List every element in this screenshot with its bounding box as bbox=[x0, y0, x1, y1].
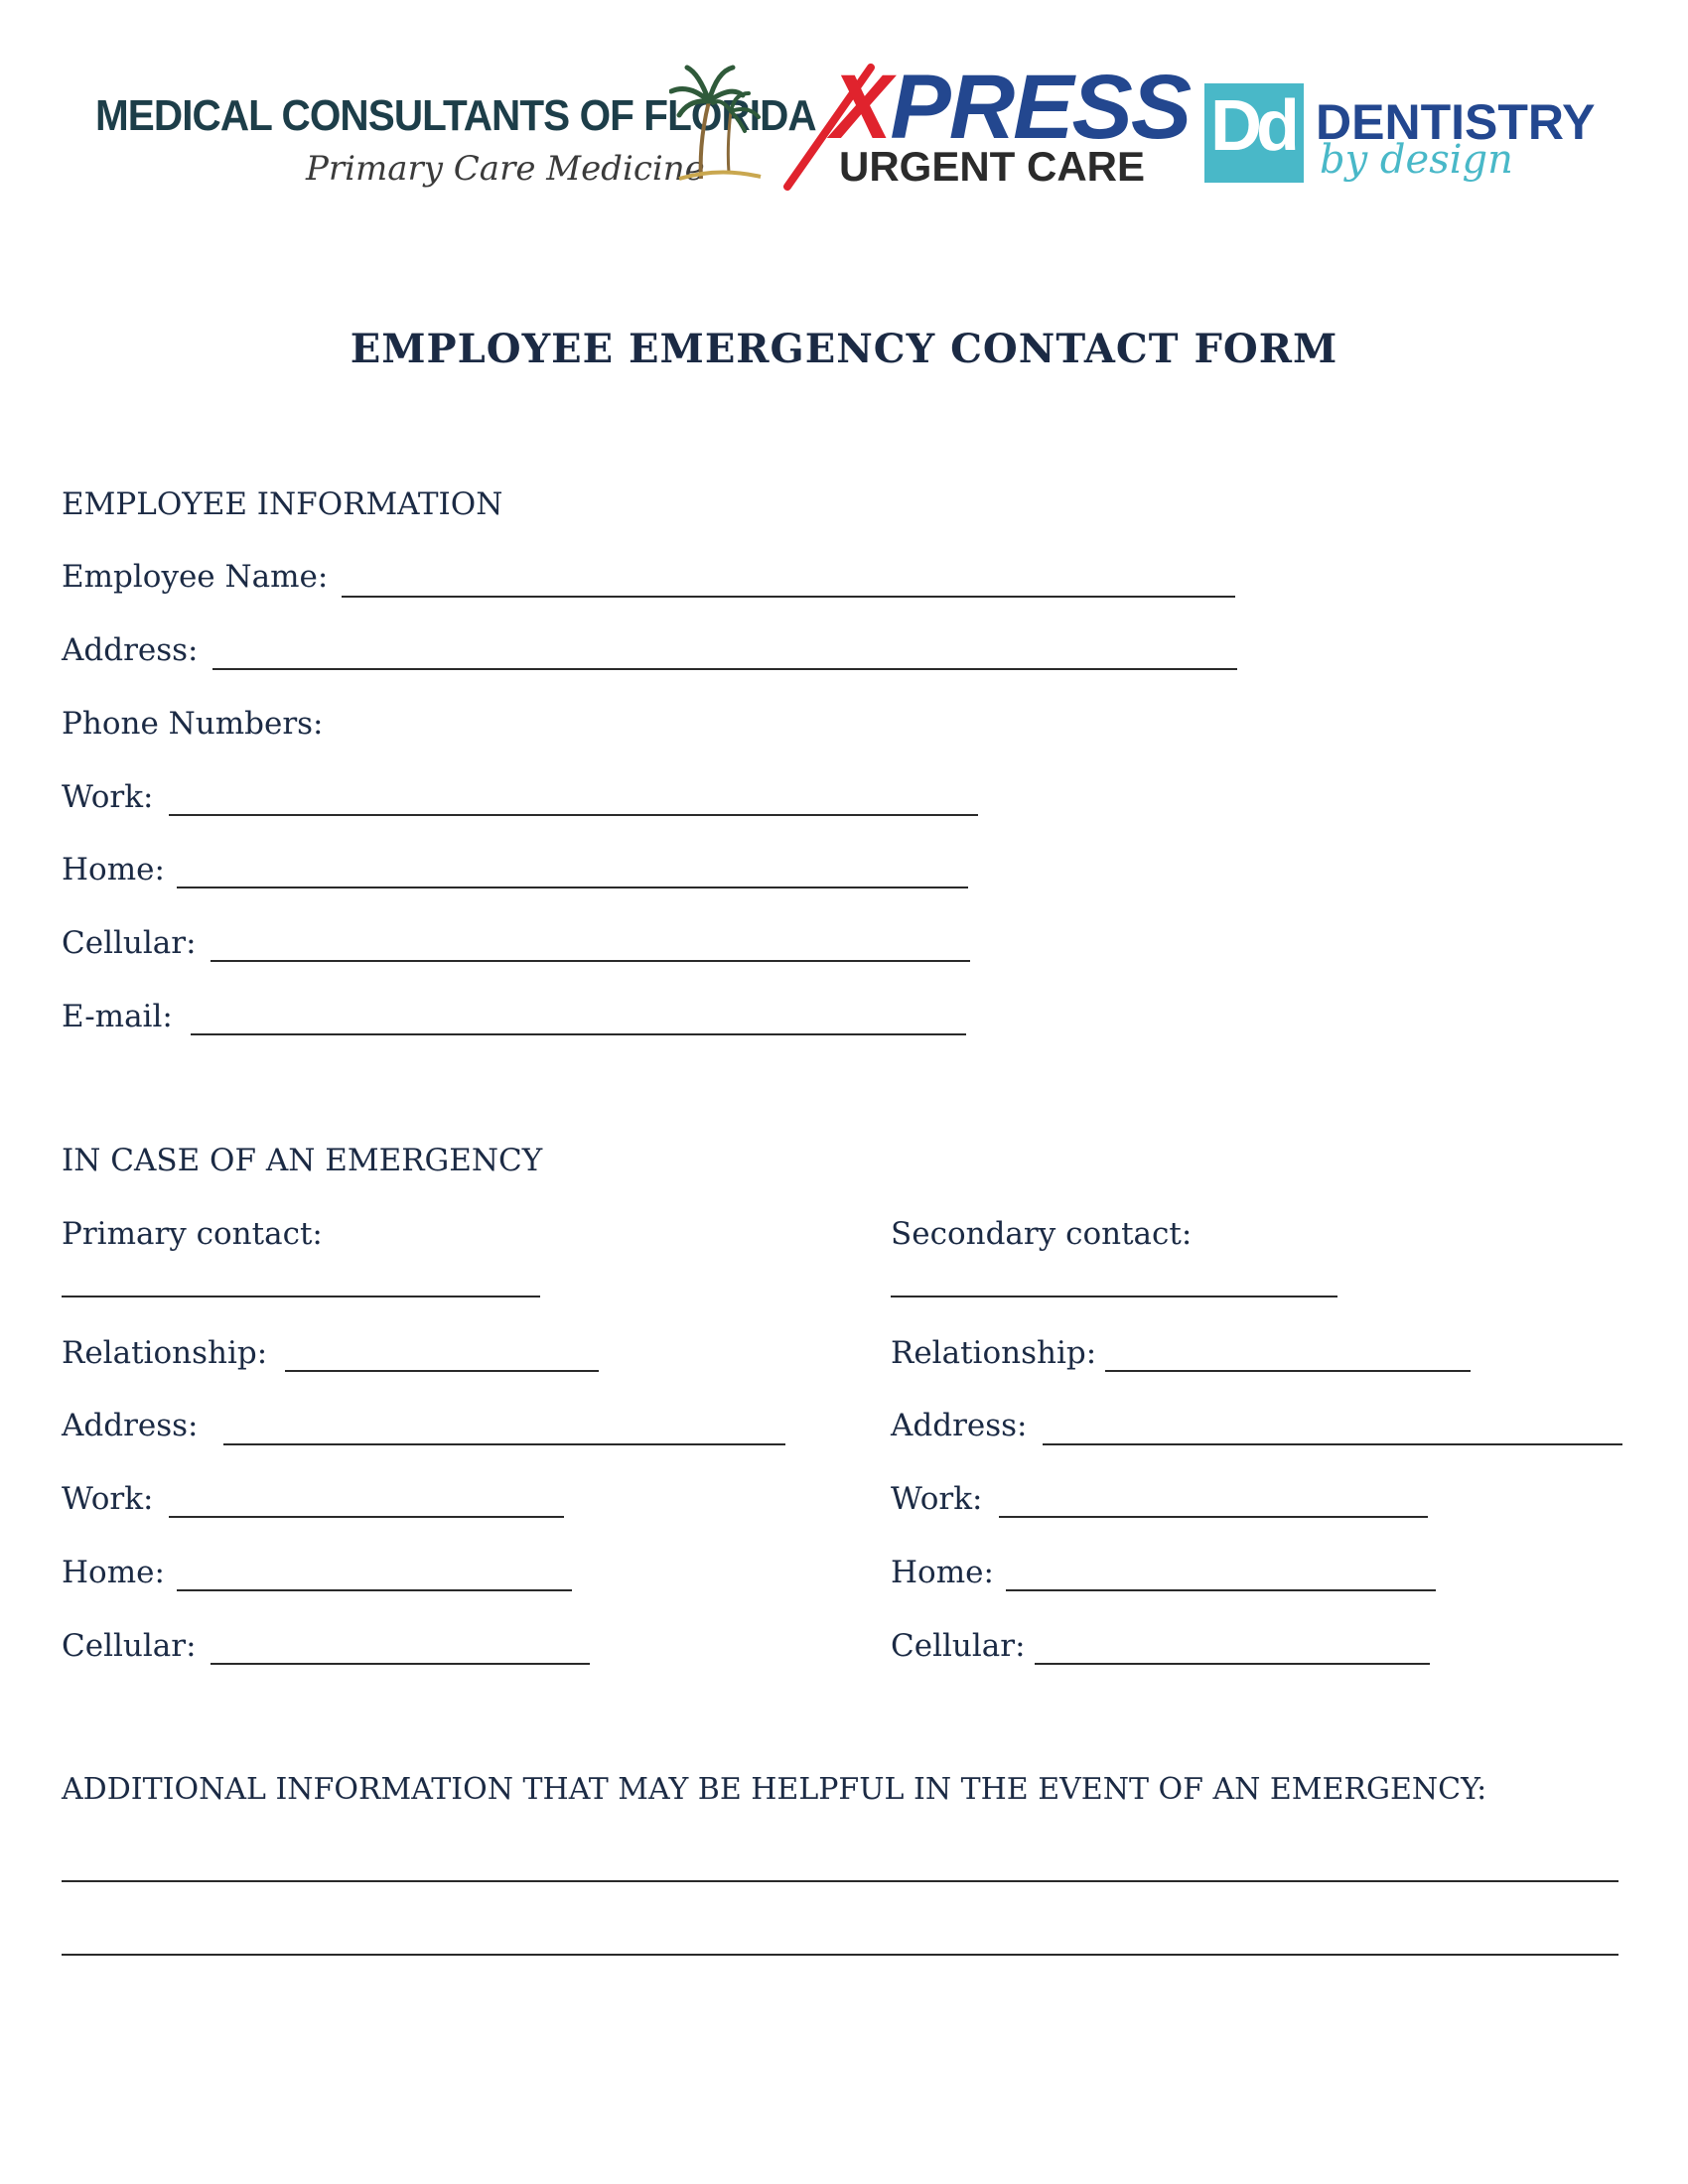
primary-relationship-label: Relationship: bbox=[62, 1335, 268, 1371]
dbd-subtitle: by design bbox=[1320, 137, 1513, 183]
phone-numbers-heading: Phone Numbers: bbox=[62, 706, 324, 742]
primary-address-field[interactable] bbox=[223, 1443, 785, 1445]
secondary-contact-label: Secondary contact: bbox=[891, 1216, 1193, 1252]
secondary-cellular-label: Cellular: bbox=[891, 1628, 1026, 1664]
primary-address-label: Address: bbox=[62, 1408, 199, 1443]
secondary-address-label: Address: bbox=[891, 1408, 1028, 1443]
secondary-work-phone-field[interactable] bbox=[999, 1516, 1428, 1518]
primary-contact-name-field[interactable] bbox=[62, 1296, 540, 1297]
medical-consultants-logo bbox=[95, 62, 816, 201]
dentistry-by-design-logo bbox=[1204, 83, 1602, 193]
dbd-title: DENTISTRY bbox=[1316, 94, 1596, 150]
mcf-name: MEDICAL CONSULTANTS OF FLORIDA bbox=[95, 91, 816, 140]
secondary-cellular-field[interactable] bbox=[1035, 1663, 1430, 1665]
primary-cellular-field[interactable] bbox=[211, 1663, 590, 1665]
dbd-monogram: Dd bbox=[1210, 86, 1294, 166]
primary-cellular-label: Cellular: bbox=[62, 1628, 197, 1664]
employee-work-label: Work: bbox=[62, 779, 154, 815]
secondary-address-field[interactable] bbox=[1043, 1443, 1622, 1445]
primary-home-label: Home: bbox=[62, 1555, 165, 1590]
secondary-relationship-field[interactable] bbox=[1105, 1370, 1471, 1372]
employee-email-label: E-mail: bbox=[62, 999, 173, 1034]
primary-contact-label: Primary contact: bbox=[62, 1216, 323, 1252]
primary-work-label: Work: bbox=[62, 1481, 154, 1517]
employee-address-field[interactable] bbox=[212, 668, 1237, 670]
secondary-home-label: Home: bbox=[891, 1555, 994, 1590]
xpress-subtitle: URGENT CARE bbox=[839, 143, 1146, 190]
emergency-heading: IN CASE OF AN EMERGENCY bbox=[62, 1143, 543, 1178]
mcf-tagline: Primary Care Medicine bbox=[306, 149, 705, 189]
secondary-relationship-label: Relationship: bbox=[891, 1335, 1097, 1371]
secondary-home-phone-field[interactable] bbox=[1006, 1589, 1436, 1591]
employee-email-field[interactable] bbox=[191, 1033, 966, 1035]
employee-name-label: Employee Name: bbox=[62, 559, 329, 595]
additional-info-line-1[interactable] bbox=[62, 1880, 1618, 1882]
additional-info-heading: ADDITIONAL INFORMATION THAT MAY BE HELPFUL IN THE EVENT OF AN EMERGENCY: bbox=[62, 1772, 1487, 1807]
employee-address-label: Address: bbox=[62, 632, 199, 668]
employee-name-field[interactable] bbox=[342, 596, 1235, 598]
secondary-work-label: Work: bbox=[891, 1481, 983, 1517]
secondary-contact-name-field[interactable] bbox=[891, 1296, 1337, 1297]
employee-cellular-label: Cellular: bbox=[62, 925, 197, 961]
form-title: EMPLOYEE EMERGENCY CONTACT FORM bbox=[350, 326, 1338, 372]
additional-info-line-2[interactable] bbox=[62, 1954, 1618, 1956]
primary-relationship-field[interactable] bbox=[285, 1370, 599, 1372]
dbd-monogram-box bbox=[1204, 83, 1304, 183]
primary-home-phone-field[interactable] bbox=[177, 1589, 572, 1591]
employee-cellular-field[interactable] bbox=[211, 960, 970, 962]
employee-info-heading: EMPLOYEE INFORMATION bbox=[62, 486, 503, 522]
employee-home-label: Home: bbox=[62, 852, 165, 887]
employee-work-phone-field[interactable] bbox=[169, 814, 978, 816]
employee-home-phone-field[interactable] bbox=[177, 887, 968, 888]
xpress-urgent-care-logo bbox=[779, 57, 1191, 191]
primary-work-phone-field[interactable] bbox=[169, 1516, 564, 1518]
xpress-rest-letters: PRESS bbox=[890, 57, 1191, 158]
palm-tree-icon bbox=[669, 62, 764, 191]
xpress-x-letter: X bbox=[831, 57, 891, 158]
